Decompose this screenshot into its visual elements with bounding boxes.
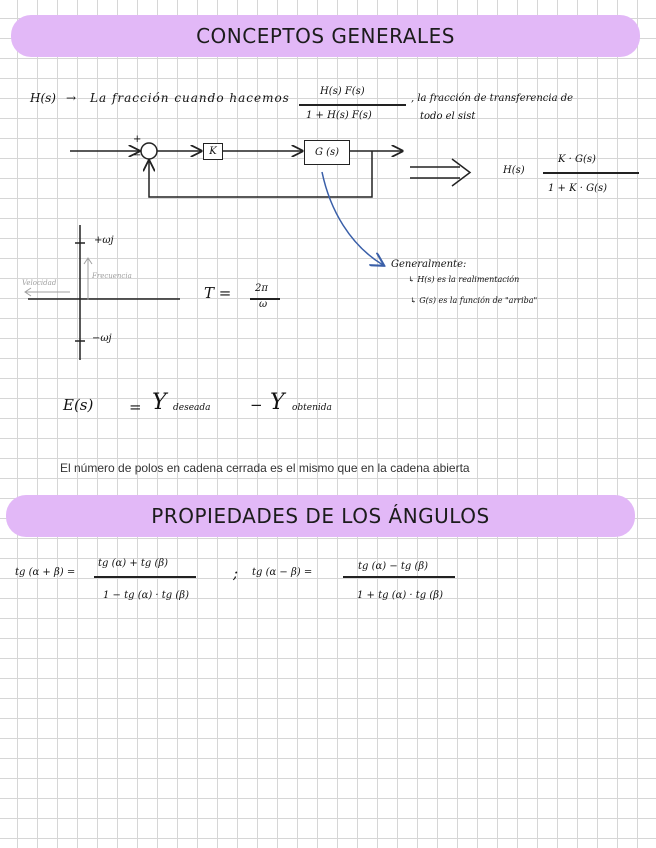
transfer-text-2: todo el sist bbox=[420, 111, 476, 122]
g-block bbox=[304, 140, 350, 165]
frecuencia-label: Frecuencia bbox=[92, 272, 132, 280]
velocidad-label: Velocidad bbox=[22, 279, 57, 287]
implies-head bbox=[452, 159, 470, 186]
minus-wj-label: −ωj bbox=[92, 333, 112, 344]
generalmente-item-2: ↳ G(s) es la función de "arriba" bbox=[410, 296, 538, 305]
section-banner-conceptos: CONCEPTOS GENERALES bbox=[11, 15, 640, 57]
result-numerator: K · G(s) bbox=[558, 154, 596, 165]
semicolon: ; bbox=[233, 564, 239, 582]
period-numerator: 2π bbox=[255, 283, 268, 294]
k-block-label: K bbox=[209, 146, 217, 157]
sum-plus-sign: + bbox=[133, 134, 142, 145]
poles-note: El número de polos en cadena cerrada es el mismo que en la cadena abierta bbox=[60, 461, 470, 475]
fraction-numerator: H(s) F(s) bbox=[320, 86, 365, 97]
y-obtenida-symbol: Y bbox=[270, 390, 285, 415]
y-deseada-sub: deseada bbox=[173, 403, 211, 413]
g-block-label: G (s) bbox=[314, 147, 340, 158]
y-obtenida-sub: obtenida bbox=[292, 403, 332, 413]
result-lhs: H(s) bbox=[503, 165, 525, 176]
formula2-lhs: tg (α − β) = bbox=[252, 567, 313, 578]
result-fraction-bar bbox=[543, 172, 639, 174]
section-banner-angulos: PROPIEDADES DE LOS ÁNGULOS bbox=[6, 495, 635, 537]
period-denominator: ω bbox=[259, 299, 268, 310]
result-denominator: 1 + K · G(s) bbox=[548, 183, 608, 194]
error-equals: = bbox=[129, 398, 142, 416]
sum-minus-sign: − bbox=[133, 150, 142, 161]
generalmente-title: Generalmente: bbox=[391, 259, 467, 270]
transfer-text-1: , la fracción de transferencia de bbox=[411, 93, 574, 104]
formula1-lhs: tg (α + β) = bbox=[15, 567, 76, 578]
formula2-numerator: tg (α) − tg (β) bbox=[358, 561, 429, 572]
y-deseada-symbol: Y bbox=[152, 390, 167, 415]
h-s-label: H(s) bbox=[30, 91, 56, 105]
error-lhs: E(s) bbox=[63, 396, 94, 414]
formula1-fraction-bar bbox=[94, 576, 196, 578]
fraction-denominator: 1 + H(s) F(s) bbox=[306, 110, 372, 121]
formula2-denominator: 1 + tg (α) · tg (β) bbox=[357, 590, 443, 601]
plus-wj-label: +ωj bbox=[94, 235, 114, 246]
generalmente-item-1: ↳ H(s) es la realimentación bbox=[408, 275, 520, 284]
arrow-symbol: → bbox=[66, 91, 77, 105]
error-minus: − bbox=[250, 396, 263, 414]
formula2-fraction-bar bbox=[343, 576, 455, 578]
summing-junction bbox=[141, 143, 157, 159]
formula1-denominator: 1 − tg (α) · tg (β) bbox=[103, 590, 189, 601]
intro-text: La fracción cuando hacemos bbox=[90, 91, 290, 105]
blue-curved-arrow bbox=[322, 172, 383, 265]
k-block bbox=[203, 143, 223, 160]
formula1-numerator: tg (α) + tg (β) bbox=[98, 558, 169, 569]
period-lhs: T = bbox=[204, 284, 232, 302]
